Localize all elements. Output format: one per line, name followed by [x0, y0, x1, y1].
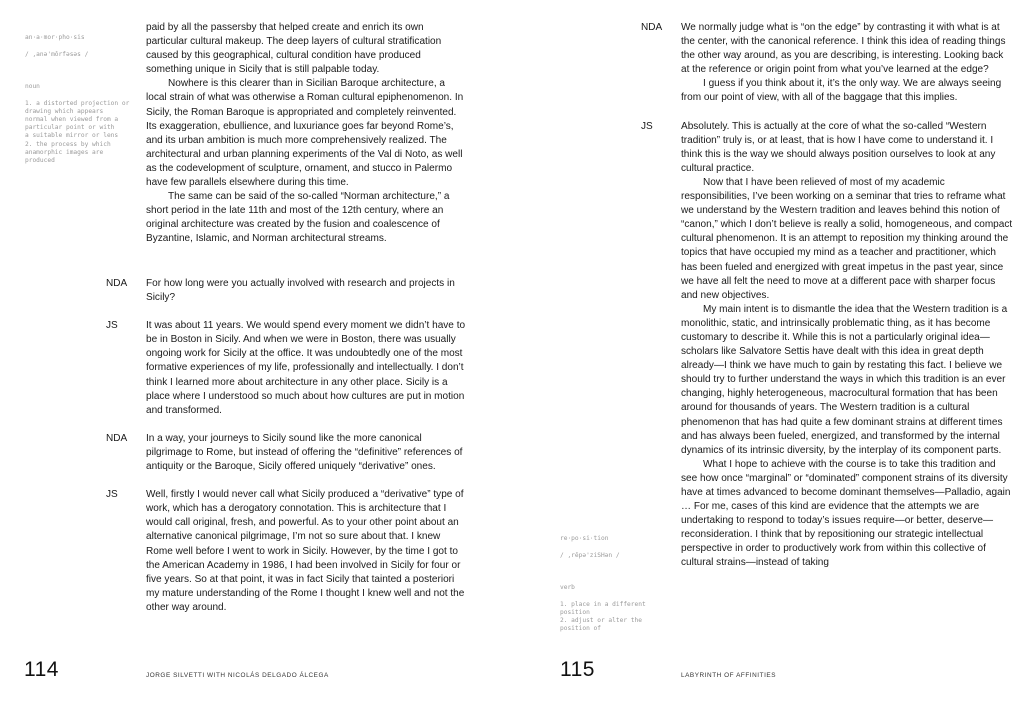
speaker-label: JS	[106, 320, 118, 332]
dialogue-exchange	[106, 319, 466, 418]
speaker-text: I guess if you think about it, it’s the only way. We are always seeing from our point of view, with all of the baggage that this implies.	[681, 78, 1002, 104]
sidenote-headword: re·po·si·tion	[560, 535, 609, 543]
speaker-label: NDA	[106, 278, 128, 289]
speaker-text: My main intent is to dismantle the idea that the Western tradition is a monolithic, static, and intrinsically problematic thing, as it has become customary to describe it. While this is not a particularly original idea—scholars like Salvatore Settis have dealt with this idea in great depth already—I think we have much to gain by restating this fact. I believe we should try to further understand the ways in which this tradition is an ever changing, highly heterogeneous, macrocultural formation that has been around for thousands of years. The Western tradition is a cultural phenomenon that has had quite a few dominant strains at different times and has always been fueled, energized, and transformed by the internal dynamics of its intrinsic diversity, by the interplay of its component parts.	[681, 303, 1008, 456]
body-paragraph: Nowhere is this clearer than in Sicilian Baroque architecture, a local strain of what was otherwise a Roman cultural epiphenomenon. In Sicily, the Roman Baroque is appropriated and completely reinvented. Its exaggeration, ebullience, and luxuriance goes far beyond Rome’s, and its urban ambition is much more comprehensively realized. The architectural and urban planning experiments of the Val di Noto, as well as the codevelopment of sculpture, ornament, and stucco in Palermo have few parallels elsewhere during this time.	[146, 78, 464, 189]
dialogue-exchange	[641, 120, 1013, 571]
body-paragraph: The same can be said of the so-called “Norman architecture,” a short period in the late 11th and most of the 12th century, where an original architecture was created by the fusion and coalescence of Byzantine, Islamic, and Norman architectural streams.	[146, 191, 450, 245]
dialogue-exchange	[106, 432, 466, 474]
left-dialogue	[106, 277, 466, 615]
speaker-label: NDA	[106, 432, 128, 444]
speaker-label: JS	[641, 120, 653, 132]
speaker-text: For how long were you actually involved with research and projects in Sicily?	[146, 278, 455, 304]
sidenote-pos: verb	[560, 584, 575, 592]
dialogue-exchange	[106, 277, 466, 305]
speaker-text: Now that I have been relieved of most of my academic responsibilities, I’ve been working on a seminar that tries to reframe what we understand by the Western tradition and leaves behind this notion of “canon,” which I don’t believe is really a solid, homogeneous, and compact cultural phenomenon. It is an attempt to reposition my thinking around the topics that have occupied my mind as a teacher and practitioner, which has been fueled and energized with great impetus in the past year, since we have all felt the need to move at a different pace with sharper focus and new objectives.	[681, 176, 1013, 301]
left-body-column	[146, 21, 466, 247]
speaker-text: It was about 11 years. We would spend every moment we didn’t have to be in Boston in Sicily. And when we were in Boston, there was usually ongoing work for Sicily at the office. It was undoubtedly one of the most formative experiences of my life, professionally and intellectually. I don’t think I learned more about architecture in any other place. Sicily is a place where I understood so much about how cultures are put in motion and transformed.	[146, 320, 466, 416]
right-dialogue	[641, 21, 1013, 571]
speaker-text: What I hope to achieve with the course is to take this tradition and see how once “marginal” or “dominated” component strains of its diversity have at times advanced to become dominant themselves—Palladio, again … For me, cases of this kind are evidence that the attempts we are undertaking to respond to today’s issues require—or better, deserve—reconsideration. I think that by repositioning our strategic intellectual perspective in order to productively work from within this collective of cultural strains—instead of taking	[681, 458, 1011, 569]
speaker-text: Well, firstly I would never call what Sicily produced a “derivative” type of work, which has a derogatory connotation. This is architecture that I would call original, fresh, and powerful. As to your other point about an alternative canonical pilgrimage, I’m not so sure about that. I knew Rome well before I went to work in Sicily. However, by the time I got to the American Academy in 1986, I had been involved in Sicily for four or five years. So at that point, it was in fact Sicily that tainted a posteriori my mature understanding of the Rome I thought I knew well and not the other way around.	[146, 489, 465, 613]
speaker-text: In a way, your journeys to Sicily sound like the more canonical pilgrimage to Rome, but instead of offering the “definitive” references of antiquity or the Baroque, Sicily offered uniquely “derivative” ones.	[146, 432, 463, 473]
sidenote-pronunciation: / ,anə'môrfəsəs /	[25, 50, 89, 58]
sidenote-definition: 1. a distorted projection or drawing which appears normal when viewed from a particular point or with a suitable mirror or lens 2. the process by which anamorphic images are produced	[25, 99, 130, 165]
page-number: 115	[560, 658, 595, 681]
sidenote-headword: an·a·mor·pho·sis	[25, 34, 85, 42]
sidenote-anamorphosis	[25, 26, 135, 173]
dialogue-exchange	[106, 488, 466, 615]
dialogue-exchange	[641, 21, 1013, 106]
right-page	[512, 0, 1024, 704]
body-paragraph: paid by all the passersby that helped create and enrich its own particular cultural makeup. The deep layers of cultural stratification caused by this geographical, cultural condition have produced something unique in Sicily that is still palpable today.	[146, 22, 442, 76]
speaker-label: NDA	[641, 22, 663, 33]
speaker-text: Absolutely. This is actually at the core of what the so-called “Western tradition” truly is, or at least, that is how I have come to understand it. I think this is the way we should always position ourselves to look at any cultural practice.	[681, 120, 996, 174]
sidenote-definition: 1. place in a different position 2. adjust or alter the position of	[560, 600, 646, 633]
speaker-text: We normally judge what is “on the edge” by contrasting it with what is at the center, with the canonical reference. I think this idea of reading things the other way around, as you are describing, is interesting. Looking back at the reference or origin point from what you’ve learned at the edge?	[681, 22, 1006, 76]
running-head: LABYRINTH OF AFFINITIES	[681, 672, 777, 679]
running-head: JORGE SILVETTI WITH NICOLÁS DELGADO ÁLCEGA	[146, 672, 329, 679]
sidenote-pronunciation: / ,rēpə'ziSHən /	[560, 551, 620, 559]
speaker-label: JS	[106, 489, 118, 501]
sidenote-pos: noun	[25, 83, 40, 91]
page-number: 114	[24, 658, 59, 681]
